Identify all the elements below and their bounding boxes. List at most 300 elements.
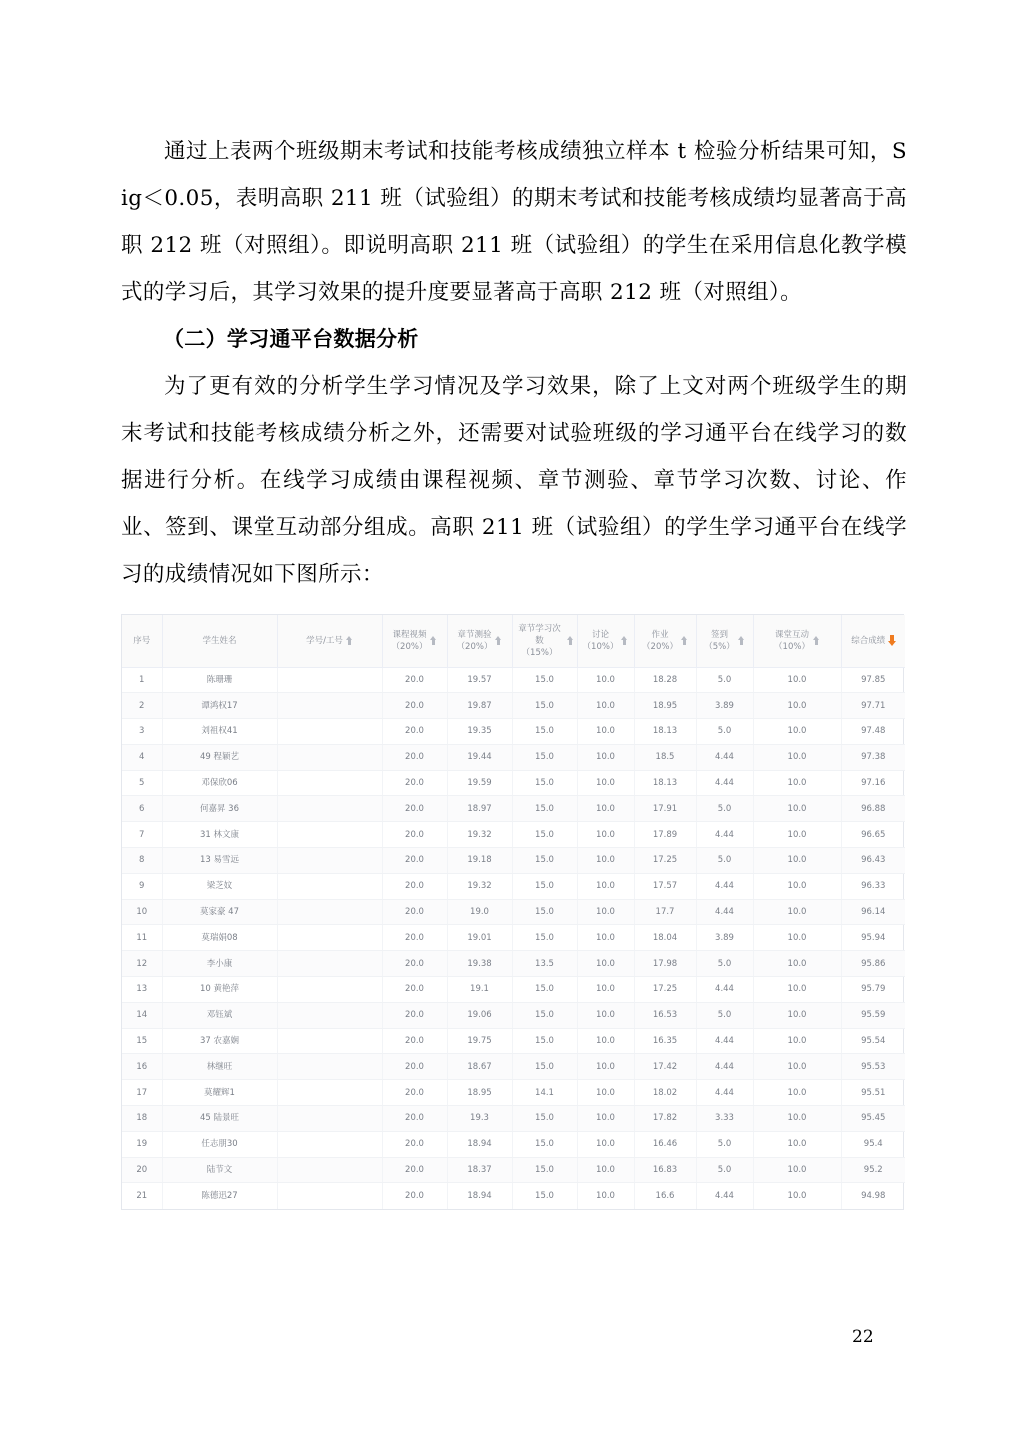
table-row[interactable] xyxy=(122,1183,905,1209)
cell-sid xyxy=(277,899,382,925)
cell-inter: 10.0 xyxy=(753,1002,841,1028)
cell-idx: 12 xyxy=(122,951,162,977)
cell-quiz: 18.94 xyxy=(447,1183,512,1209)
cell-sid xyxy=(277,744,382,770)
cell-total: 95.2 xyxy=(841,1157,905,1183)
cell-video: 20.0 xyxy=(382,1028,447,1054)
column-header-label-idx: 序号 xyxy=(133,635,151,646)
cell-inter: 10.0 xyxy=(753,977,841,1003)
cell-video: 20.0 xyxy=(382,667,447,693)
cell-sign: 4.44 xyxy=(696,744,753,770)
cell-total: 95.86 xyxy=(841,951,905,977)
cell-total: 97.16 xyxy=(841,770,905,796)
cell-times: 15.0 xyxy=(512,1157,577,1183)
cell-hw: 16.53 xyxy=(634,1002,696,1028)
cell-sid xyxy=(277,848,382,874)
cell-idx: 5 xyxy=(122,770,162,796)
cell-sid xyxy=(277,1002,382,1028)
cell-inter: 10.0 xyxy=(753,1131,841,1157)
column-header-weight-sign: （5%） xyxy=(704,641,735,652)
table-row[interactable] xyxy=(122,1106,905,1132)
cell-quiz: 18.97 xyxy=(447,796,512,822)
cell-times: 14.1 xyxy=(512,1080,577,1106)
cell-disc: 10.0 xyxy=(577,744,634,770)
cell-sid xyxy=(277,770,382,796)
cell-times: 15.0 xyxy=(512,693,577,719)
cell-inter: 10.0 xyxy=(753,1054,841,1080)
column-header-weight-hw: （20%） xyxy=(642,641,678,652)
sort-ascending-icon[interactable] xyxy=(738,635,745,646)
cell-disc: 10.0 xyxy=(577,873,634,899)
cell-quiz: 19.44 xyxy=(447,744,512,770)
column-header-label-inter: 课堂互动 （10%） xyxy=(774,629,810,652)
cell-quiz: 19.32 xyxy=(447,873,512,899)
cell-inter: 10.0 xyxy=(753,1183,841,1209)
cell-sign: 5.0 xyxy=(696,719,753,745)
cell-sign: 3.89 xyxy=(696,693,753,719)
column-header-weight-disc: （10%） xyxy=(582,641,619,652)
cell-disc: 10.0 xyxy=(577,693,634,719)
cell-sid xyxy=(277,796,382,822)
table-row[interactable] xyxy=(122,796,905,822)
table-row[interactable] xyxy=(122,822,905,848)
cell-hw: 17.25 xyxy=(634,848,696,874)
table-row[interactable] xyxy=(122,848,905,874)
cell-quiz: 19.0 xyxy=(447,899,512,925)
cell-quiz: 19.1 xyxy=(447,977,512,1003)
cell-total: 94.98 xyxy=(861,1191,886,1202)
cell-disc: 10.0 xyxy=(577,1028,634,1054)
cell-hw: 17.25 xyxy=(634,977,696,1003)
cell-disc: 10.0 xyxy=(577,719,634,745)
column-header-times[interactable] xyxy=(512,615,577,667)
cell-total: 95.4 xyxy=(841,1131,905,1157)
column-header-inter[interactable] xyxy=(753,615,841,667)
table-row[interactable] xyxy=(122,899,905,925)
table-row[interactable] xyxy=(122,1080,905,1106)
table-row[interactable] xyxy=(122,1002,905,1028)
cell-inter: 10.0 xyxy=(753,719,841,745)
cell-idx: 8 xyxy=(122,848,162,874)
cell-name: 莫家豪 47 xyxy=(162,899,277,925)
cell-times: 15.0 xyxy=(512,770,577,796)
cell-hw: 18.13 xyxy=(634,770,696,796)
cell-times: 15.0 xyxy=(512,667,577,693)
cell-inter: 10.0 xyxy=(753,667,841,693)
cell-idx: 16 xyxy=(122,1054,162,1080)
cell-inter: 10.0 xyxy=(753,770,841,796)
cell-inter: 10.0 xyxy=(753,1157,841,1183)
cell-idx: 13 xyxy=(122,977,162,1003)
cell-idx: 6 xyxy=(122,796,162,822)
cell-name: 莫瑞娟08 xyxy=(162,925,277,951)
cell-total: 95.94 xyxy=(841,925,905,951)
cell-total: 96.14 xyxy=(841,899,905,925)
cell-total: 95.79 xyxy=(841,977,905,1003)
cell-inter: 10.0 xyxy=(753,925,841,951)
cell-hw: 18.95 xyxy=(634,693,696,719)
section-heading-platform-data: （二）学习通平台数据分析 xyxy=(163,327,419,351)
cell-sid xyxy=(277,1054,382,1080)
cell-idx: 17 xyxy=(122,1080,162,1106)
cell-video: 20.0 xyxy=(382,796,447,822)
cell-sign: 5.0 xyxy=(696,667,753,693)
cell-hw: 16.35 xyxy=(634,1028,696,1054)
cell-times: 15.0 xyxy=(512,1028,577,1054)
column-header-label-name: 学生姓名 xyxy=(202,635,237,646)
cell-idx: 2 xyxy=(122,693,162,719)
cell-sign: 4.44 xyxy=(696,1080,753,1106)
table-row[interactable] xyxy=(122,925,905,951)
column-header-weight-video: （20%） xyxy=(391,641,428,652)
table-row[interactable] xyxy=(122,667,905,693)
cell-hw: 18.02 xyxy=(634,1080,696,1106)
cell-video: 20.0 xyxy=(382,925,447,951)
cell-disc: 10.0 xyxy=(577,796,634,822)
cell-sign: 4.44 xyxy=(696,1054,753,1080)
cell-total: 95.59 xyxy=(841,1002,905,1028)
cell-name: 49 程颖艺 xyxy=(162,744,277,770)
cell-idx: 19 xyxy=(122,1131,162,1157)
column-header-weight-inter: （10%） xyxy=(774,641,810,652)
cell-sign: 4.44 xyxy=(696,977,753,1003)
sort-ascending-icon[interactable] xyxy=(346,635,353,646)
cell-times: 15.0 xyxy=(512,925,577,951)
cell-total: 96.43 xyxy=(841,848,905,874)
column-header-video[interactable] xyxy=(382,615,447,667)
cell-quiz: 19.06 xyxy=(447,1002,512,1028)
cell-video: 20.0 xyxy=(382,1183,447,1209)
cell-video: 20.0 xyxy=(382,848,447,874)
cell-disc: 10.0 xyxy=(577,1157,634,1183)
cell-disc: 10.0 xyxy=(577,1183,634,1209)
column-header-idx xyxy=(122,615,162,667)
cell-video: 20.0 xyxy=(382,873,447,899)
cell-sid xyxy=(277,1106,382,1132)
cell-disc: 10.0 xyxy=(577,1002,634,1028)
cell-times: 15.0 xyxy=(512,1131,577,1157)
cell-name: 37 农嘉娴 xyxy=(162,1028,277,1054)
cell-idx: 14 xyxy=(122,1002,162,1028)
sort-ascending-icon[interactable] xyxy=(621,635,628,646)
cell-sid xyxy=(277,1131,382,1157)
cell-times: 15.0 xyxy=(512,796,577,822)
table-header-row xyxy=(122,615,905,667)
cell-times: 15.0 xyxy=(512,719,577,745)
page-content xyxy=(121,128,907,1210)
column-header-label-sign: 签到 （5%） xyxy=(704,629,735,652)
cell-quiz: 19.35 xyxy=(447,719,512,745)
table-row[interactable] xyxy=(122,873,905,899)
cell-hw: 18.04 xyxy=(634,925,696,951)
cell-sign: 4.44 xyxy=(696,770,753,796)
cell-quiz: 19.59 xyxy=(447,770,512,796)
column-header-disc[interactable] xyxy=(577,615,634,667)
cell-hw: 16.83 xyxy=(634,1157,696,1183)
cell-quiz: 19.18 xyxy=(447,848,512,874)
cell-hw: 16.6 xyxy=(634,1183,696,1209)
cell-idx: 20 xyxy=(122,1157,162,1183)
column-header-label-times: 章节学习次数 （15%） xyxy=(516,623,564,659)
column-header-label-video: 课程视频 （20%） xyxy=(391,629,428,652)
column-header-label-total: 综合成绩 xyxy=(851,635,886,646)
column-header-label-quiz: 章节测验 （20%） xyxy=(456,629,493,652)
cell-quiz: 19.75 xyxy=(447,1028,512,1054)
table-row[interactable] xyxy=(122,951,905,977)
cell-idx: 9 xyxy=(122,873,162,899)
cell-sign: 5.0 xyxy=(696,848,753,874)
paragraph-analysis-result: 通过上表两个班级期末考试和技能考核成绩独立样本 t 检验分析结果可知，Sig＜0.05，表明高职 211 班（试验组）的期末考试和技能考核成绩均显著高于高职 212 班（对照组）。即说明高职 211 班（试验组）的学生在采用信息化教学模式的学习后，其学习效果的提升度要显著高于高职 212 班（对照组）。 xyxy=(121,139,907,305)
cell-disc: 10.0 xyxy=(577,1106,634,1132)
cell-sign: 4.44 xyxy=(696,1183,753,1209)
column-header-label-sid: 学号/工号 xyxy=(306,635,343,646)
cell-times: 15.0 xyxy=(512,1054,577,1080)
column-header-sid[interactable] xyxy=(277,615,382,667)
cell-name: 李小康 xyxy=(162,951,277,977)
cell-sign: 5.0 xyxy=(696,1131,753,1157)
sort-descending-icon[interactable] xyxy=(888,635,895,646)
cell-hw: 16.46 xyxy=(634,1131,696,1157)
cell-inter: 10.0 xyxy=(753,1080,841,1106)
cell-sid xyxy=(277,977,382,1003)
cell-name: 邓保欣06 xyxy=(162,770,277,796)
cell-video: 20.0 xyxy=(382,1054,447,1080)
cell-disc: 10.0 xyxy=(577,925,634,951)
cell-idx: 10 xyxy=(122,899,162,925)
cell-sign: 5.0 xyxy=(696,1157,753,1183)
cell-hw: 17.42 xyxy=(634,1054,696,1080)
cell-disc: 10.0 xyxy=(577,822,634,848)
cell-idx: 4 xyxy=(122,744,162,770)
cell-disc: 10.0 xyxy=(577,951,634,977)
cell-sign: 4.44 xyxy=(696,1028,753,1054)
cell-name: 梁芝妏 xyxy=(162,873,277,899)
cell-times: 15.0 xyxy=(512,977,577,1003)
cell-sign: 5.0 xyxy=(696,796,753,822)
cell-video: 20.0 xyxy=(382,951,447,977)
cell-total: 96.88 xyxy=(841,796,905,822)
column-header-sign[interactable] xyxy=(696,615,753,667)
grade-table-container xyxy=(121,614,904,1210)
cell-video: 20.0 xyxy=(382,1106,447,1132)
cell-name: 陈珊珊 xyxy=(162,667,277,693)
cell-video: 20.0 xyxy=(382,1002,447,1028)
cell-video: 20.0 xyxy=(382,719,447,745)
sort-ascending-icon[interactable] xyxy=(681,635,688,646)
cell-hw: 18.28 xyxy=(634,667,696,693)
cell-total: 97.85 xyxy=(841,667,905,693)
online-learning-grade-table xyxy=(122,615,905,1209)
cell-hw: 17.57 xyxy=(634,873,696,899)
cell-sign: 4.44 xyxy=(696,899,753,925)
table-row[interactable] xyxy=(122,1054,905,1080)
column-header-label-hw: 作业 （20%） xyxy=(642,629,678,652)
cell-video: 20.0 xyxy=(382,1080,447,1106)
cell-disc: 10.0 xyxy=(577,899,634,925)
column-header-label-disc: 讨论 （10%） xyxy=(582,629,619,652)
cell-idx: 3 xyxy=(122,719,162,745)
cell-quiz: 19.32 xyxy=(447,822,512,848)
cell-name: 刘祖权41 xyxy=(162,719,277,745)
cell-inter: 10.0 xyxy=(753,873,841,899)
cell-times: 13.5 xyxy=(512,951,577,977)
cell-video: 20.0 xyxy=(382,770,447,796)
cell-total: 96.65 xyxy=(841,822,905,848)
cell-hw: 17.82 xyxy=(634,1106,696,1132)
cell-sid xyxy=(277,1028,382,1054)
cell-quiz: 19.3 xyxy=(447,1106,512,1132)
cell-disc: 10.0 xyxy=(577,848,634,874)
sort-ascending-icon[interactable] xyxy=(813,635,820,646)
cell-inter: 10.0 xyxy=(753,1028,841,1054)
cell-times: 15.0 xyxy=(512,1002,577,1028)
cell-inter: 10.0 xyxy=(753,822,841,848)
cell-name: 31 林文康 xyxy=(162,822,277,848)
cell-name: 陆节文 xyxy=(162,1157,277,1183)
cell-video: 20.0 xyxy=(382,899,447,925)
cell-quiz: 19.38 xyxy=(447,951,512,977)
cell-sign: 5.0 xyxy=(696,951,753,977)
cell-video: 20.0 xyxy=(382,693,447,719)
cell-times: 15.0 xyxy=(512,899,577,925)
cell-idx: 7 xyxy=(122,822,162,848)
column-header-name xyxy=(162,615,277,667)
table-row[interactable] xyxy=(122,1131,905,1157)
cell-name: 13 易雪远 xyxy=(162,848,277,874)
cell-hw: 17.91 xyxy=(634,796,696,822)
cell-name: 45 陆景旺 xyxy=(162,1106,277,1132)
paragraph-platform-intro: 为了更有效的分析学生学习情况及学习效果，除了上文对两个班级学生的期末考试和技能考核成绩分析之外，还需要对试验班级的学习通平台在线学习的数据进行分析。在线学习成绩由课程视频、章节测验、章节学习次数、讨论、作业、签到、课堂互动部分组成。高职 211 班（试验组）的学生学习通平台在线学习的成绩情况如下图所示： xyxy=(121,374,907,587)
cell-name: 林继旺 xyxy=(162,1054,277,1080)
cell-hw: 18.13 xyxy=(634,719,696,745)
cell-times: 15.0 xyxy=(512,873,577,899)
cell-total: 97.71 xyxy=(841,693,905,719)
cell-inter: 10.0 xyxy=(753,796,841,822)
cell-video: 20.0 xyxy=(382,1131,447,1157)
cell-quiz: 18.94 xyxy=(447,1131,512,1157)
cell-name: 何嘉昇 36 xyxy=(162,796,277,822)
column-header-total[interactable] xyxy=(841,615,905,667)
cell-sid xyxy=(277,873,382,899)
cell-idx: 21 xyxy=(122,1183,162,1209)
cell-disc: 10.0 xyxy=(577,667,634,693)
cell-video: 20.0 xyxy=(382,1157,447,1183)
column-header-quiz[interactable] xyxy=(447,615,512,667)
cell-name: 邓钰斌 xyxy=(162,1002,277,1028)
cell-inter: 10.0 xyxy=(753,693,841,719)
cell-sid xyxy=(277,925,382,951)
cell-hw: 18.5 xyxy=(634,744,696,770)
cell-hw: 17.98 xyxy=(634,951,696,977)
table-header xyxy=(122,615,905,667)
cell-times: 15.0 xyxy=(512,1183,577,1209)
cell-sid xyxy=(277,1183,382,1209)
cell-quiz: 18.95 xyxy=(447,1080,512,1106)
cell-sid xyxy=(277,693,382,719)
cell-name: 陈德迅27 xyxy=(162,1183,277,1209)
table-row[interactable] xyxy=(122,770,905,796)
cell-inter: 10.0 xyxy=(753,1106,841,1132)
cell-video: 20.0 xyxy=(382,744,447,770)
cell-quiz: 18.67 xyxy=(447,1054,512,1080)
cell-sign: 5.0 xyxy=(696,1002,753,1028)
cell-sid xyxy=(277,1080,382,1106)
cell-times: 15.0 xyxy=(512,1106,577,1132)
sort-ascending-icon[interactable] xyxy=(430,635,437,646)
cell-sign: 4.44 xyxy=(696,822,753,848)
cell-name: 任志朋30 xyxy=(162,1131,277,1157)
column-header-hw[interactable] xyxy=(634,615,696,667)
table-row[interactable] xyxy=(122,719,905,745)
cell-idx: 18 xyxy=(122,1106,162,1132)
cell-inter: 10.0 xyxy=(753,951,841,977)
cell-quiz: 19.57 xyxy=(447,667,512,693)
cell-disc: 10.0 xyxy=(577,1054,634,1080)
cell-inter: 10.0 xyxy=(753,848,841,874)
column-header-weight-quiz: （20%） xyxy=(456,641,493,652)
column-header-weight-times: （15%） xyxy=(521,647,558,658)
page-number: 22 xyxy=(852,1327,874,1347)
cell-name: 谭鸿权17 xyxy=(162,693,277,719)
table-body xyxy=(122,667,905,1209)
cell-total: 97.48 xyxy=(841,719,905,745)
cell-quiz: 18.37 xyxy=(447,1157,512,1183)
cell-disc: 10.0 xyxy=(577,1131,634,1157)
cell-total: 97.38 xyxy=(841,744,905,770)
table-row[interactable] xyxy=(122,1028,905,1054)
sort-ascending-icon[interactable] xyxy=(495,635,502,646)
cell-name: 10 黄艳萍 xyxy=(162,977,277,1003)
cell-sid xyxy=(277,951,382,977)
cell-hw: 17.89 xyxy=(634,822,696,848)
cell-inter: 10.0 xyxy=(753,899,841,925)
cell-sid xyxy=(277,719,382,745)
cell-times: 15.0 xyxy=(512,848,577,874)
cell-sid xyxy=(277,667,382,693)
table-row[interactable] xyxy=(122,693,905,719)
cell-sid xyxy=(277,1157,382,1183)
cell-total: 95.45 xyxy=(841,1106,905,1132)
cell-hw: 17.7 xyxy=(634,899,696,925)
cell-inter: 10.0 xyxy=(753,744,841,770)
cell-disc: 10.0 xyxy=(577,1080,634,1106)
cell-sign: 3.89 xyxy=(696,925,753,951)
cell-sid xyxy=(277,822,382,848)
table-row[interactable] xyxy=(122,1157,905,1183)
cell-idx: 11 xyxy=(122,925,162,951)
cell-times: 15.0 xyxy=(512,822,577,848)
sort-ascending-icon[interactable] xyxy=(567,635,574,646)
cell-disc: 10.0 xyxy=(577,977,634,1003)
table-row[interactable] xyxy=(122,977,905,1003)
cell-quiz: 19.87 xyxy=(447,693,512,719)
cell-total: 95.53 xyxy=(841,1054,905,1080)
cell-video: 20.0 xyxy=(382,822,447,848)
cell-idx: 1 xyxy=(122,667,162,693)
cell-sign: 4.44 xyxy=(696,873,753,899)
cell-idx: 15 xyxy=(122,1028,162,1054)
cell-times: 15.0 xyxy=(512,744,577,770)
cell-total: 95.51 xyxy=(841,1080,905,1106)
cell-total: 96.33 xyxy=(841,873,905,899)
cell-name: 莫耀辉1 xyxy=(162,1080,277,1106)
cell-video: 20.0 xyxy=(382,977,447,1003)
cell-sign: 3.33 xyxy=(696,1106,753,1132)
cell-total: 95.54 xyxy=(841,1028,905,1054)
cell-quiz: 19.01 xyxy=(447,925,512,951)
cell-disc: 10.0 xyxy=(577,770,634,796)
table-row[interactable] xyxy=(122,744,905,770)
